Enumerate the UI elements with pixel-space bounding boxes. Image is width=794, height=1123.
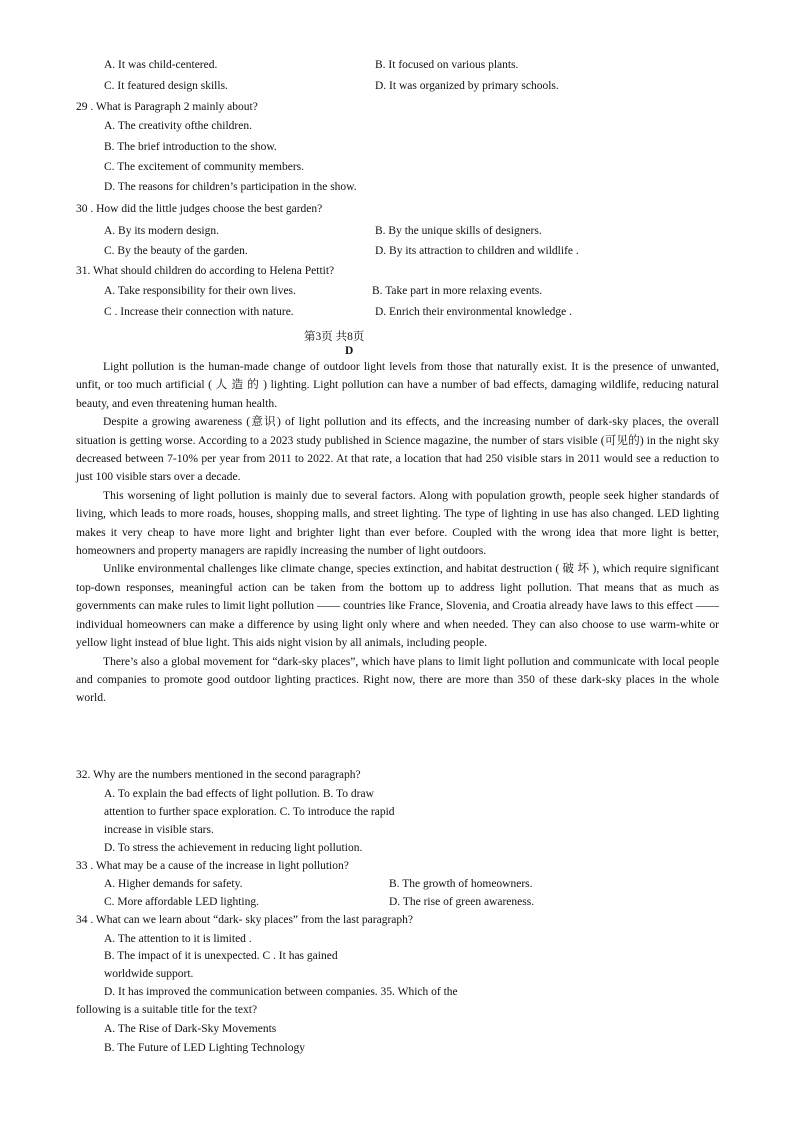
- q30-stem: 30 . How did the little judges choose the best garden?: [76, 203, 323, 215]
- q35-stem: following is a suitable title for the text?: [76, 1004, 258, 1016]
- q31-option-d: D. Enrich their environmental knowledge .: [375, 306, 573, 318]
- q34-stem: 34 . What can we learn about “dark- sky places” from the last paragraph?: [76, 914, 413, 926]
- passage-paragraph-4: Unlike environmental challenges like climate change, species extinction, and habitat destruction ( 破 坏 ), which require significant top-down responses, meaningful action can be taken from the bottom up to address light pollution. That means that as much as governments can make rules to limit light pollution —— countries like France, Slovenia, and Croatia already have laws to this effect —— individual homeowners can make a difference by using light only where and when needed. They can also choose to use warm-white or yellow light instead of blue light. This aids night vision by all animals, including people.: [76, 562, 719, 650]
- q30-option-b: B. By the unique skills of designers.: [375, 225, 542, 237]
- q35-option-a: A. The Rise of Dark-Sky Movements: [104, 1023, 277, 1035]
- q32-stem: 32. Why are the numbers mentioned in the second paragraph?: [76, 769, 361, 781]
- q33-option-c: C. More affordable LED lighting.: [104, 896, 260, 908]
- q34-line-2: B. The impact of it is unexpected. C . It has gained: [104, 950, 338, 962]
- page-number: 第3页 共8页: [304, 331, 365, 343]
- q30-option-d: D. By its attraction to children and wildlife .: [375, 245, 579, 257]
- q34-line-1: A. The attention to it is limited .: [104, 933, 252, 945]
- q31-stem: 31. What should children do according to Helena Pettit?: [76, 265, 335, 277]
- q33-option-d: D. The rise of green awareness.: [389, 896, 535, 908]
- section-label: D: [345, 345, 354, 357]
- q30-option-a: A. By its modern design.: [104, 225, 219, 237]
- q30-option-c: C. By the beauty of the garden.: [104, 245, 248, 257]
- passage-paragraph-1: Light pollution is the human-made change of outdoor light levels from those that naturally exist. It is the presence of unwanted, unfit, or too much artificial ( 人 造 的 ) lighting. Light pollution can have a number of bad effects, damaging wildlife, reducing natural beauty, and even threatening human health.: [76, 360, 719, 410]
- q28-option-a: A. It was child-centered.: [104, 59, 218, 71]
- q29-option-b: B. The brief introduction to the show.: [104, 141, 277, 153]
- q31-option-c: C . Increase their connection with nature.: [104, 306, 294, 318]
- q29-option-c: C. The excitement of community members.: [104, 161, 305, 173]
- q29-option-a: A. The creativity ofthe children.: [104, 120, 252, 132]
- q33-option-b: B. The growth of homeowners.: [389, 878, 533, 890]
- q31-option-b: B. Take part in more relaxing events.: [372, 285, 543, 297]
- q35-option-b: B. The Future of LED Lighting Technology: [104, 1042, 305, 1054]
- q34-line-4: D. It has improved the communication between companies. 35. Which of the: [104, 986, 458, 998]
- passage: [76, 358, 719, 708]
- passage-paragraph-2: Despite a growing awareness (意识) of light pollution and its effects, and the increasing number of dark-sky places, the overall situation is getting worse. According to a 2023 study published in Science magazine, the number of stars visible (可见的) in the night sky decreased between 7-10% per year from 2011 to 2022. At that rate, a location that had 250 visible stars in 2011 would see a reduction to just 100 visible stars over a decade.: [76, 415, 719, 484]
- q33-stem: 33 . What may be a cause of the increase in light pollution?: [76, 860, 349, 872]
- q29-option-d: D. The reasons for children’s participation in the show.: [104, 181, 357, 193]
- q32-line-1: A. To explain the bad effects of light pollution. B. To draw: [104, 788, 374, 800]
- q32-line-3: increase in visible stars.: [104, 824, 214, 836]
- q32-line-2: attention to further space exploration. C. To introduce the rapid: [104, 806, 395, 818]
- q32-line-4: D. To stress the achievement in reducing light pollution.: [104, 842, 363, 854]
- q33-option-a: A. Higher demands for safety.: [104, 878, 243, 890]
- q34-line-3: worldwide support.: [104, 968, 194, 980]
- passage-paragraph-5: There’s also a global movement for “dark-sky places”, which have plans to limit light pollution and communicate with local people and companies to promote good outdoor lighting practices. Right now, there are more than 350 of these dark-sky places in the whole world.: [76, 654, 719, 705]
- q31-option-a: A. Take responsibility for their own lives.: [104, 285, 296, 297]
- q28-option-d: D. It was organized by primary schools.: [375, 80, 559, 92]
- q28-option-c: C. It featured design skills.: [104, 80, 228, 92]
- passage-paragraph-3: This worsening of light pollution is mainly due to several factors. Along with population growth, people seek higher standards of living, which leads to more roads, houses, shopping malls, and street lighting. The type of lighting in use has also changed. LED lighting makes it very cheap to have more light and brighter light than ever before. Coupled with the wrong idea that more light is better, homeowners and property managers are rapidly increasing the number of light outdoors.: [76, 488, 719, 558]
- q28-option-b: B. It focused on various plants.: [375, 59, 519, 71]
- q29-stem: 29 . What is Paragraph 2 mainly about?: [76, 101, 258, 113]
